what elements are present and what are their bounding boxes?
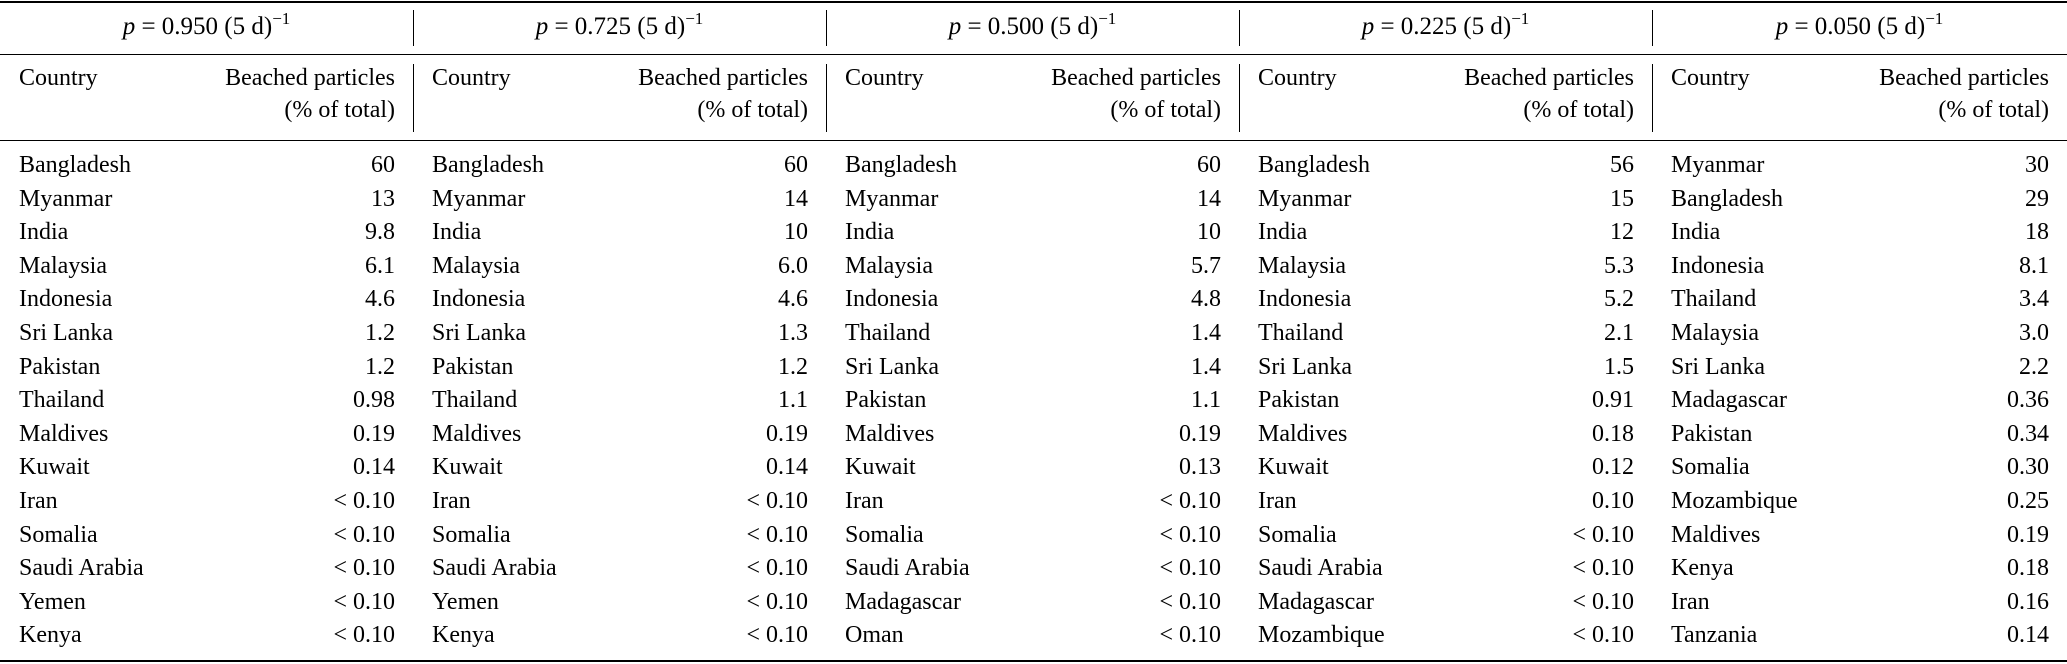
country-cell: Saudi Arabia bbox=[1258, 555, 1383, 582]
beached-value-cell: 3.0 bbox=[2019, 319, 2049, 346]
group-title bbox=[826, 4, 1239, 50]
beached-particles-column-header bbox=[413, 62, 808, 126]
group-title-exponent: −1 bbox=[1098, 9, 1117, 28]
country-column-header: Country bbox=[1258, 65, 1337, 91]
beached-value-cell: 0.10 bbox=[1592, 487, 1634, 514]
table-row bbox=[19, 317, 395, 351]
beached-value-cell: 10 bbox=[1197, 219, 1221, 246]
country-cell: Myanmar bbox=[432, 185, 526, 212]
country-cell: Thailand bbox=[432, 387, 518, 414]
beached-value-cell: 60 bbox=[784, 152, 808, 178]
beached-value-cell: < 0.10 bbox=[1159, 521, 1221, 548]
beached-value-cell: 4.6 bbox=[778, 286, 808, 313]
beached-value-cell: 29 bbox=[2025, 185, 2049, 212]
beached-value-cell: < 0.10 bbox=[333, 588, 395, 615]
table-row bbox=[432, 619, 808, 653]
table-row bbox=[432, 216, 808, 250]
column-header-rule bbox=[0, 140, 2067, 141]
country-cell: Bangladesh bbox=[19, 152, 131, 178]
beached-value-cell: 3.4 bbox=[2019, 286, 2049, 313]
table-row bbox=[1258, 216, 1634, 250]
table-row bbox=[845, 351, 1221, 385]
table-row bbox=[19, 519, 395, 553]
table-row bbox=[1671, 451, 2049, 485]
table-row bbox=[432, 451, 808, 485]
group-rows bbox=[19, 149, 395, 653]
country-cell: Pakistan bbox=[1258, 387, 1340, 414]
beached-value-cell: 0.19 bbox=[766, 420, 808, 447]
country-cell: Iran bbox=[432, 487, 471, 514]
table-row bbox=[1258, 183, 1634, 217]
beached-value-cell: 2.2 bbox=[2019, 353, 2049, 380]
beached-value-cell: < 0.10 bbox=[333, 521, 395, 548]
group-title bbox=[413, 4, 826, 50]
beached-value-cell: 14 bbox=[1197, 185, 1221, 212]
group-rows bbox=[1671, 149, 2049, 653]
beached-value-cell: 5.7 bbox=[1191, 252, 1221, 279]
country-cell: Kuwait bbox=[19, 454, 90, 481]
beached-value-cell: 1.5 bbox=[1604, 353, 1634, 380]
country-cell: Malaysia bbox=[19, 252, 107, 279]
beached-value-cell: 1.3 bbox=[778, 319, 808, 346]
beached-value-cell: < 0.10 bbox=[746, 622, 808, 649]
country-cell: Sri Lanka bbox=[1258, 353, 1352, 380]
beached-value-cell: 9.8 bbox=[365, 219, 395, 246]
country-cell: Sri Lanka bbox=[432, 319, 526, 346]
beached-value-cell: < 0.10 bbox=[1159, 622, 1221, 649]
country-cell: Kenya bbox=[1671, 555, 1734, 582]
country-cell: Maldives bbox=[1258, 420, 1348, 447]
beached-value-cell: < 0.10 bbox=[333, 622, 395, 649]
beached-value-cell: 1.4 bbox=[1191, 353, 1221, 380]
table-row bbox=[19, 418, 395, 452]
table-row bbox=[1671, 619, 2049, 653]
beached-value-cell: 0.14 bbox=[2007, 622, 2049, 649]
group-title-exponent: −1 bbox=[1511, 9, 1530, 28]
table-row bbox=[1671, 384, 2049, 418]
country-cell: Pakistan bbox=[845, 387, 927, 414]
table-row bbox=[432, 552, 808, 586]
table-row bbox=[1671, 250, 2049, 284]
beached-header-line2: (% of total) bbox=[1938, 97, 2049, 123]
top-rule bbox=[0, 1, 2067, 3]
table-row bbox=[19, 552, 395, 586]
beached-value-cell: 0.12 bbox=[1592, 454, 1634, 481]
country-cell: Kuwait bbox=[845, 454, 916, 481]
table-row bbox=[1671, 418, 2049, 452]
country-cell: Saudi Arabia bbox=[432, 555, 557, 582]
beached-header-line1: Beached particles bbox=[225, 65, 395, 91]
country-cell: India bbox=[845, 219, 895, 246]
table-row bbox=[432, 351, 808, 385]
beached-value-cell: 0.14 bbox=[766, 454, 808, 481]
beached-value-cell: < 0.10 bbox=[333, 555, 395, 582]
beached-value-cell: 13 bbox=[371, 185, 395, 212]
beached-value-cell: < 0.10 bbox=[1572, 622, 1634, 649]
table-row bbox=[1671, 552, 2049, 586]
beached-particles-column-header bbox=[826, 62, 1221, 126]
beached-value-cell: 0.19 bbox=[2007, 521, 2049, 548]
country-cell: Thailand bbox=[845, 319, 931, 346]
table-row bbox=[845, 250, 1221, 284]
country-cell: Somalia bbox=[845, 521, 924, 548]
country-cell: Bangladesh bbox=[1671, 185, 1783, 212]
beached-value-cell: < 0.10 bbox=[746, 588, 808, 615]
country-cell: Pakistan bbox=[19, 353, 101, 380]
group-title-text: p = 0.050 (5 d) bbox=[1775, 13, 1926, 40]
country-cell: Maldives bbox=[19, 420, 109, 447]
group-title-text: p = 0.500 (5 d) bbox=[948, 13, 1099, 40]
beached-value-cell: < 0.10 bbox=[1159, 487, 1221, 514]
beached-value-cell: 0.36 bbox=[2007, 387, 2049, 414]
beached-value-cell: 1.4 bbox=[1191, 319, 1221, 346]
table-row bbox=[1258, 384, 1634, 418]
country-cell: Yemen bbox=[432, 588, 499, 615]
country-cell: Kuwait bbox=[1258, 454, 1329, 481]
table-row bbox=[1258, 149, 1634, 183]
table-row bbox=[845, 451, 1221, 485]
table-row bbox=[19, 451, 395, 485]
table-row bbox=[1671, 519, 2049, 553]
beached-value-cell: 56 bbox=[1610, 152, 1634, 178]
beached-value-cell: 1.1 bbox=[1191, 387, 1221, 414]
country-cell: Myanmar bbox=[1671, 152, 1765, 178]
country-cell: Sri Lanka bbox=[1671, 353, 1765, 380]
table-row bbox=[432, 183, 808, 217]
country-cell: Iran bbox=[845, 487, 884, 514]
country-cell: India bbox=[1671, 219, 1721, 246]
country-cell: India bbox=[19, 219, 69, 246]
beached-value-cell: 4.8 bbox=[1191, 286, 1221, 313]
country-cell: Bangladesh bbox=[432, 152, 544, 178]
country-cell: Madagascar bbox=[1671, 387, 1787, 414]
country-cell: Yemen bbox=[19, 588, 86, 615]
beached-value-cell: < 0.10 bbox=[1572, 521, 1634, 548]
country-cell: Somalia bbox=[432, 521, 511, 548]
table-row bbox=[19, 384, 395, 418]
beached-value-cell: 4.6 bbox=[365, 286, 395, 313]
beached-value-cell: 6.1 bbox=[365, 252, 395, 279]
group-title bbox=[1652, 4, 2067, 50]
table-row bbox=[1258, 351, 1634, 385]
country-cell: Iran bbox=[1671, 588, 1710, 615]
table-row bbox=[845, 418, 1221, 452]
table-row bbox=[1671, 283, 2049, 317]
country-cell: Madagascar bbox=[845, 588, 961, 615]
table-row bbox=[432, 149, 808, 183]
beached-value-cell: 0.18 bbox=[2007, 555, 2049, 582]
group-rows bbox=[432, 149, 808, 653]
beached-value-cell: 6.0 bbox=[778, 252, 808, 279]
beached-value-cell: < 0.10 bbox=[1572, 555, 1634, 582]
country-cell: Sri Lanka bbox=[845, 353, 939, 380]
table-row bbox=[1258, 451, 1634, 485]
group-header-rule bbox=[0, 54, 2067, 55]
country-cell: Pakistan bbox=[432, 353, 514, 380]
country-cell: Oman bbox=[845, 622, 904, 649]
table-row bbox=[845, 384, 1221, 418]
table-row bbox=[1258, 250, 1634, 284]
beached-value-cell: 0.18 bbox=[1592, 420, 1634, 447]
table-row bbox=[1671, 485, 2049, 519]
beached-header-line2: (% of total) bbox=[1523, 97, 1634, 123]
country-cell: Indonesia bbox=[432, 286, 526, 313]
beached-value-cell: 18 bbox=[2025, 219, 2049, 246]
beached-value-cell: 5.3 bbox=[1604, 252, 1634, 279]
table-row bbox=[1258, 418, 1634, 452]
beached-value-cell: < 0.10 bbox=[333, 487, 395, 514]
table-row bbox=[19, 586, 395, 620]
country-cell: Indonesia bbox=[1258, 286, 1352, 313]
country-cell: Kuwait bbox=[432, 454, 503, 481]
group-title-exponent: −1 bbox=[272, 9, 291, 28]
table-row bbox=[1258, 619, 1634, 653]
country-cell: Thailand bbox=[1671, 286, 1757, 313]
table-row bbox=[1671, 216, 2049, 250]
beached-value-cell: 60 bbox=[1197, 152, 1221, 178]
group-title bbox=[0, 4, 413, 50]
beached-value-cell: 2.1 bbox=[1604, 319, 1634, 346]
table-row bbox=[432, 250, 808, 284]
country-cell: Malaysia bbox=[432, 252, 520, 279]
beached-value-cell: 8.1 bbox=[2019, 252, 2049, 279]
table-row bbox=[19, 619, 395, 653]
table-row bbox=[845, 519, 1221, 553]
table-row bbox=[432, 586, 808, 620]
table-row bbox=[1671, 317, 2049, 351]
country-cell: Indonesia bbox=[845, 286, 939, 313]
beached-value-cell: 30 bbox=[2025, 152, 2049, 178]
table-row bbox=[19, 283, 395, 317]
beached-value-cell: 12 bbox=[1610, 219, 1634, 246]
table-row bbox=[19, 149, 395, 183]
beached-header-line1: Beached particles bbox=[638, 65, 808, 91]
beached-value-cell: 10 bbox=[784, 219, 808, 246]
table-row bbox=[845, 552, 1221, 586]
beached-value-cell: 15 bbox=[1610, 185, 1634, 212]
table-row bbox=[845, 183, 1221, 217]
country-column-header: Country bbox=[1671, 65, 1750, 91]
beached-value-cell: 0.16 bbox=[2007, 588, 2049, 615]
beached-header-line2: (% of total) bbox=[1110, 97, 1221, 123]
table-row bbox=[19, 183, 395, 217]
group-rows bbox=[1258, 149, 1634, 653]
beached-value-cell: < 0.10 bbox=[1159, 588, 1221, 615]
country-cell: Pakistan bbox=[1671, 420, 1753, 447]
bottom-rule bbox=[0, 660, 2067, 662]
table-row bbox=[1258, 317, 1634, 351]
table-row bbox=[845, 149, 1221, 183]
table-row bbox=[1258, 485, 1634, 519]
country-cell: Myanmar bbox=[1258, 185, 1352, 212]
country-cell: Malaysia bbox=[845, 252, 933, 279]
beached-value-cell: < 0.10 bbox=[746, 555, 808, 582]
table-row bbox=[432, 485, 808, 519]
table-row bbox=[432, 418, 808, 452]
country-cell: Sri Lanka bbox=[19, 319, 113, 346]
beached-value-cell: 0.91 bbox=[1592, 387, 1634, 414]
country-cell: Indonesia bbox=[1671, 252, 1765, 279]
country-cell: Thailand bbox=[19, 387, 105, 414]
beached-particles-column-header bbox=[0, 62, 395, 126]
country-cell: Myanmar bbox=[845, 185, 939, 212]
beached-value-cell: 0.98 bbox=[353, 387, 395, 414]
table-row bbox=[845, 586, 1221, 620]
group-title-text: p = 0.725 (5 d) bbox=[535, 13, 686, 40]
beached-value-cell: < 0.10 bbox=[1159, 555, 1221, 582]
country-column-header: Country bbox=[19, 65, 98, 91]
beached-value-cell: 0.34 bbox=[2007, 420, 2049, 447]
beached-value-cell: 14 bbox=[784, 185, 808, 212]
table-row bbox=[19, 351, 395, 385]
table-row bbox=[845, 216, 1221, 250]
country-cell: Mozambique bbox=[1671, 487, 1798, 514]
table-row bbox=[1671, 351, 2049, 385]
table-row bbox=[1258, 586, 1634, 620]
country-column-header: Country bbox=[845, 65, 924, 91]
country-cell: Malaysia bbox=[1258, 252, 1346, 279]
country-cell: Tanzania bbox=[1671, 622, 1758, 649]
country-cell: Saudi Arabia bbox=[845, 555, 970, 582]
beached-header-line1: Beached particles bbox=[1051, 65, 1221, 91]
country-cell: Iran bbox=[1258, 487, 1297, 514]
country-cell: Thailand bbox=[1258, 319, 1344, 346]
beached-value-cell: < 0.10 bbox=[746, 521, 808, 548]
table-row bbox=[432, 283, 808, 317]
country-cell: Madagascar bbox=[1258, 588, 1374, 615]
country-cell: Myanmar bbox=[19, 185, 113, 212]
beached-value-cell: 0.14 bbox=[353, 454, 395, 481]
country-cell: India bbox=[1258, 219, 1308, 246]
group-title bbox=[1239, 4, 1652, 50]
country-cell: Saudi Arabia bbox=[19, 555, 144, 582]
table-row bbox=[1671, 149, 2049, 183]
beached-value-cell: 0.19 bbox=[1179, 420, 1221, 447]
country-cell: Maldives bbox=[1671, 521, 1761, 548]
table-row bbox=[1671, 183, 2049, 217]
beached-value-cell: < 0.10 bbox=[1572, 588, 1634, 615]
country-cell: Somalia bbox=[1258, 521, 1337, 548]
country-cell: Mozambique bbox=[1258, 622, 1385, 649]
table-row bbox=[1671, 586, 2049, 620]
beached-value-cell: 1.2 bbox=[365, 319, 395, 346]
group-title-text: p = 0.950 (5 d) bbox=[122, 13, 273, 40]
beached-value-cell: 0.25 bbox=[2007, 487, 2049, 514]
table-row bbox=[19, 216, 395, 250]
table-row bbox=[1258, 552, 1634, 586]
beached-value-cell: 1.2 bbox=[365, 353, 395, 380]
table-row bbox=[845, 485, 1221, 519]
beached-particles-column-header bbox=[1652, 62, 2049, 126]
beached-value-cell: 5.2 bbox=[1604, 286, 1634, 313]
country-cell: Somalia bbox=[1671, 454, 1750, 481]
table-row bbox=[1258, 283, 1634, 317]
country-cell: Iran bbox=[19, 487, 58, 514]
beached-value-cell: 0.19 bbox=[353, 420, 395, 447]
country-cell: Indonesia bbox=[19, 286, 113, 313]
country-cell: Kenya bbox=[432, 622, 495, 649]
country-cell: Maldives bbox=[845, 420, 935, 447]
country-cell: Somalia bbox=[19, 521, 98, 548]
table-row bbox=[432, 384, 808, 418]
beached-particles-column-header bbox=[1239, 62, 1634, 126]
group-title-text: p = 0.225 (5 d) bbox=[1361, 13, 1512, 40]
table-row bbox=[432, 519, 808, 553]
country-column-header: Country bbox=[432, 65, 511, 91]
beached-header-line2: (% of total) bbox=[284, 97, 395, 123]
table-row bbox=[845, 283, 1221, 317]
country-cell: Bangladesh bbox=[1258, 152, 1370, 178]
country-cell: Bangladesh bbox=[845, 152, 957, 178]
group-title-exponent: −1 bbox=[685, 9, 704, 28]
beached-value-cell: 0.13 bbox=[1179, 454, 1221, 481]
beached-header-line1: Beached particles bbox=[1464, 65, 1634, 91]
table-row bbox=[432, 317, 808, 351]
beached-value-cell: 1.1 bbox=[778, 387, 808, 414]
group-rows bbox=[845, 149, 1221, 653]
beached-header-line2: (% of total) bbox=[697, 97, 808, 123]
beached-value-cell: < 0.10 bbox=[746, 487, 808, 514]
beached-value-cell: 0.30 bbox=[2007, 454, 2049, 481]
beached-value-cell: 1.2 bbox=[778, 353, 808, 380]
table-row bbox=[19, 250, 395, 284]
table-row bbox=[19, 485, 395, 519]
table-row bbox=[845, 619, 1221, 653]
group-title-exponent: −1 bbox=[1925, 9, 1944, 28]
table-row bbox=[1258, 519, 1634, 553]
country-cell: Kenya bbox=[19, 622, 82, 649]
country-cell: India bbox=[432, 219, 482, 246]
country-cell: Malaysia bbox=[1671, 319, 1759, 346]
country-cell: Maldives bbox=[432, 420, 522, 447]
beached-header-line1: Beached particles bbox=[1879, 65, 2049, 91]
table-row bbox=[845, 317, 1221, 351]
beached-value-cell: 60 bbox=[371, 152, 395, 178]
